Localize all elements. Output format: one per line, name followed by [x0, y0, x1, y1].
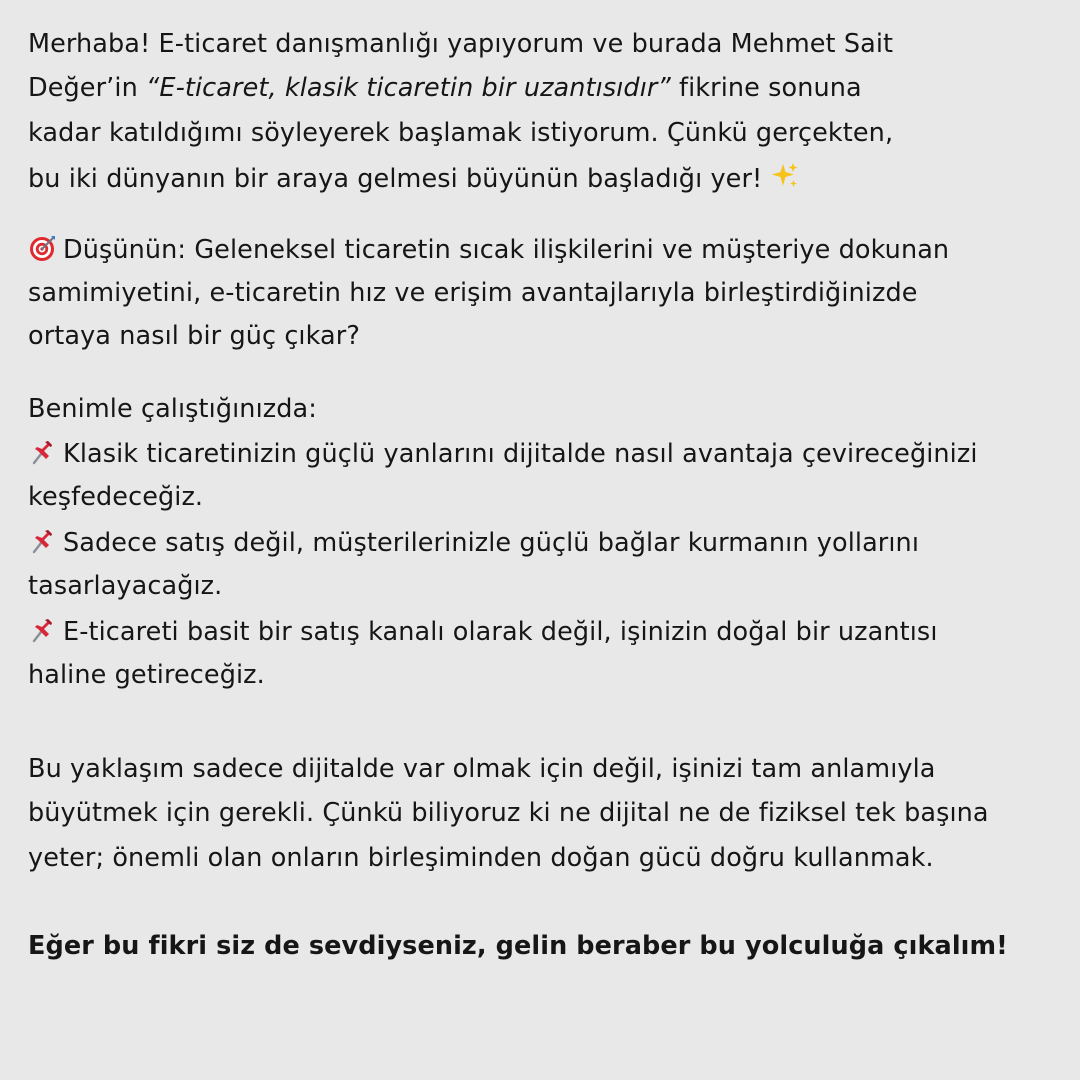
bullet-1-line-2: keşfedeceğiz. [28, 482, 204, 512]
paragraph-question-line-3: ortaya nasıl bir güç çıkar? [28, 321, 360, 351]
paragraph-question-line-2: samimiyetini, e-ticaretin hız ve erişim avantajlarıyla birleştirdiğinizde [28, 278, 918, 308]
paragraph-approach-line-3: yeter; önemli olan onların birleşiminden doğan gücü doğru kullanmak. [28, 843, 934, 873]
paragraph-approach-line-1: Bu yaklaşım sadece dijitalde var olmak için değil, işinizi tam anlamıyla [28, 754, 936, 784]
paragraph-question-line-1 [28, 233, 949, 266]
bullet-2-line-1 [28, 526, 919, 559]
bullet-3-line-1 [28, 615, 938, 648]
bullet-1-line-1 [28, 437, 978, 470]
pushpin-icon [28, 526, 58, 556]
sparkles-icon [770, 161, 800, 191]
bullet-1-text: Klasik ticaretinizin güçlü yanlarını dijitalde nasıl avantaja çevireceğinizi [63, 439, 978, 469]
paragraph-intro-line-3: kadar katıldığımı söyleyerek başlamak istiyorum. Çünkü gerçekten, [28, 118, 894, 148]
intro-text-before-quote: Değer’in [28, 73, 147, 103]
direct-hit-icon [28, 233, 58, 263]
bullet-2-text: Sadece satış değil, müşterilerinizle güçlü bağlar kurmanın yollarını [63, 528, 920, 558]
paragraph-approach-line-2: büyütmek için gerekli. Çünkü biliyoruz ki ne dijital ne de fiziksel tek başına [28, 798, 989, 828]
bullet-3-text: E-ticareti basit bir satış kanalı olarak değil, işinizin doğal bir uzantısı [63, 617, 938, 647]
intro-text-after-quote: fikrine sonuna [670, 73, 862, 103]
bullet-2-line-2: tasarlayacağız. [28, 571, 223, 601]
pushpin-icon [28, 437, 58, 467]
quote-text: “E-ticaret, klasik ticaretin bir uzantısıdır” [146, 73, 671, 103]
paragraph-intro-line-4 [28, 161, 800, 195]
question-text-1: Düşünün: Geleneksel ticaretin sıcak ilişkilerini ve müşteriye dokunan [63, 235, 950, 265]
paragraph-intro-line-1: Merhaba! E-ticaret danışmanlığı yapıyorum ve burada Mehmet Sait [28, 29, 894, 59]
benefits-intro: Benimle çalıştığınızda: [28, 394, 317, 424]
closing-call-to-action: Eğer bu fikri siz de sevdiyseniz, gelin beraber bu yolculuğa çıkalım! [28, 931, 1008, 961]
bullet-3-line-2: haline getireceğiz. [28, 660, 265, 690]
intro-closing-text: bu iki dünyanın bir araya gelmesi büyünün başladığı yer! [28, 164, 763, 194]
pushpin-icon [28, 615, 58, 645]
paragraph-intro-line-2 [28, 72, 862, 104]
